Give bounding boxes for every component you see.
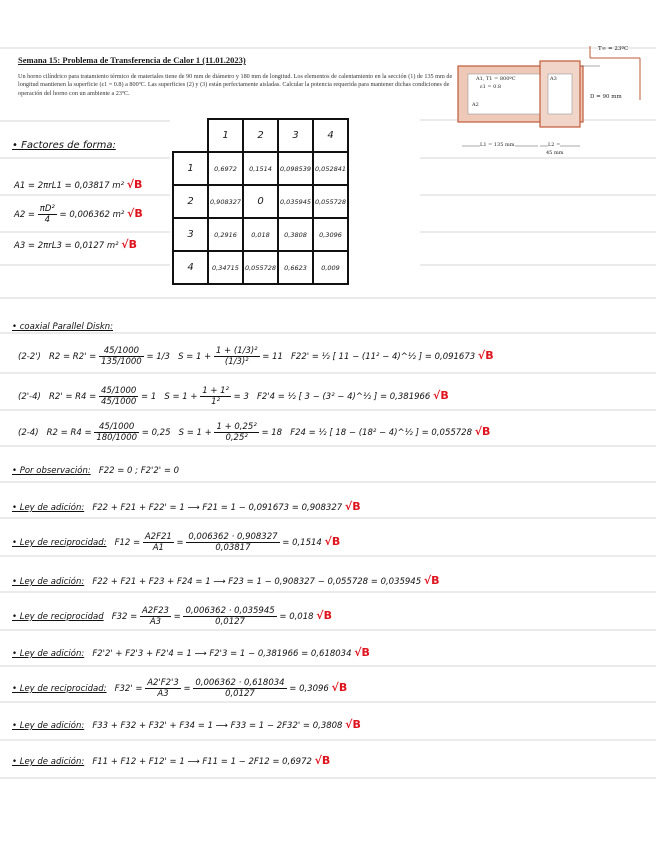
step-mid: = xyxy=(173,612,181,622)
coax-r-frac xyxy=(99,346,144,367)
col-header: 3 xyxy=(278,119,313,152)
coax-s-frac xyxy=(214,422,258,443)
coax-s-lhs: S = 1 + xyxy=(178,428,212,438)
view-factor-matrix xyxy=(172,118,349,285)
a2-lhs: A2 = xyxy=(14,210,36,220)
col-header: 1 xyxy=(208,119,243,152)
step-den: 0,0127 xyxy=(215,617,245,627)
matrix-cell: 0,6972 xyxy=(208,152,243,185)
step-text: F22 + F21 + F22' = 1 ⟶ F21 = 1 − 0,091673 = 0,908327 xyxy=(92,503,343,513)
matrix-cell: 0,018 xyxy=(243,218,278,251)
col-header: 2 xyxy=(243,119,278,152)
coax-r-res: = 1 xyxy=(141,392,157,402)
furnace-diagram xyxy=(450,36,650,166)
check-mark: √B xyxy=(344,500,361,513)
row-header: 2 xyxy=(173,185,208,218)
coax-r-num: 45/1000 xyxy=(99,346,144,357)
l2-label: L2 = xyxy=(548,142,561,148)
coax-r-res: = 1/3 xyxy=(146,352,170,362)
coaxial-heading: • coaxial Parallel Diskn: xyxy=(12,322,114,332)
matrix-cell: 0,34715 xyxy=(208,251,243,284)
coax-r-frac xyxy=(94,422,139,443)
a2-equation xyxy=(14,204,143,225)
coax-tag: (2'-4) xyxy=(18,392,41,402)
step-text: F22 + F21 + F23 + F24 = 1 ⟶ F23 = 1 − 0,908327 − 0,055728 = 0,035945 xyxy=(92,577,422,587)
coax-s-frac xyxy=(200,386,231,407)
step-label: • Ley de adición: xyxy=(12,649,85,659)
l2-value: 45 mm xyxy=(546,150,564,156)
check-mark: √B xyxy=(331,681,348,694)
coax-r: R2' = R4 = xyxy=(48,392,97,402)
coax-s-res: = 18 xyxy=(261,428,283,438)
check-mark: √B xyxy=(127,207,143,220)
coax-r-den: 135/1000 xyxy=(101,357,142,367)
step-frac xyxy=(143,532,174,553)
step-mid: = xyxy=(183,684,191,694)
a3-equation xyxy=(14,238,137,251)
check-mark: √B xyxy=(126,178,143,191)
check-mark: √B xyxy=(423,574,440,587)
coaxial-line-2 xyxy=(18,386,449,407)
coax-s-lhs: S = 1 + xyxy=(164,392,198,402)
a1-equation xyxy=(14,178,142,191)
coax-f: F22' = ½ [ 11 − (11² − 4)^½ ] = 0,091673 xyxy=(291,352,476,362)
coax-s-num: 1 + 0,25² xyxy=(216,422,257,432)
factores-heading: • Factores de forma: xyxy=(12,140,116,151)
step-line xyxy=(12,500,361,513)
matrix-cell: 0,3808 xyxy=(278,218,313,251)
step-den: A3 xyxy=(149,617,162,627)
a2-fraction xyxy=(38,204,57,225)
step-lhs: F12 = xyxy=(114,538,141,548)
observacion-text: F22 = 0 ; F2'2' = 0 xyxy=(98,466,180,476)
matrix-cell: 0,3096 xyxy=(313,218,348,251)
check-mark: √B xyxy=(354,646,370,659)
matrix-cell: 0,035945 xyxy=(278,185,313,218)
matrix-cell: 0,2916 xyxy=(208,218,243,251)
coax-f: F2'4 = ½ [ 3 − (3² − 4)^½ ] = 0,381966 xyxy=(257,392,431,402)
step-lhs: F32 = xyxy=(111,612,138,622)
step-line xyxy=(12,532,340,553)
problem-statement: Un horno cilíndrico para tratamiento térmico de materiales tiene de 90 mm de diámetro y 180 mm de longitud. Los elementos de calentamiento en la sección (1) de 135 mm de longitud mantienen la superficie (ε1 = 0.8) a 800ºC. Las superficies (2) y (3) están perfectamente aisladas. Calcular la potencia requerida para mantener dichas condiciones de operación del horno con un ambiente a 23ºC. xyxy=(18,73,453,97)
step-den: 0,03817 xyxy=(215,543,251,553)
coax-r-num: 45/1000 xyxy=(101,386,137,396)
check-mark: √B xyxy=(324,535,341,548)
coax-f: F24 = ½ [ 18 − (18² − 4)^½ ] = 0,055728 xyxy=(290,428,472,438)
a3-text: A3 = 2πrL3 = 0,0127 m² xyxy=(14,241,119,251)
step-num: A2F21 xyxy=(144,532,172,542)
matrix-cell: 0,6623 xyxy=(278,251,313,284)
matrix-cell: 0,1514 xyxy=(243,152,278,185)
step-label: • Ley de reciprocidad: xyxy=(12,538,107,548)
step-den: A3 xyxy=(157,689,169,699)
observacion-line xyxy=(12,466,179,476)
coax-s-num: 1 + (1/3)² xyxy=(215,346,258,356)
step-label: • Ley de adición: xyxy=(12,721,85,731)
step-mid: = xyxy=(176,538,184,548)
check-mark: √B xyxy=(121,238,138,251)
check-mark: √B xyxy=(345,718,361,731)
row-header: 4 xyxy=(173,251,208,284)
coax-r: R2 = R2' = xyxy=(48,352,97,362)
step-text: F2'2' + F2'3 + F2'4 = 1 ⟶ F2'3 = 1 − 0,381966 = 0,618034 xyxy=(92,649,352,659)
step-lhs: F32' = xyxy=(114,684,143,694)
step-label: • Ley de adición: xyxy=(12,757,85,767)
coax-tag: (2-2') xyxy=(18,352,41,362)
step-num: A2F23 xyxy=(141,606,169,616)
step-text: F11 + F12 + F12' = 1 ⟶ F11 = 1 − 2F12 = 0,6972 xyxy=(92,757,312,767)
coax-r-den: 180/1000 xyxy=(96,433,138,443)
row-header: 3 xyxy=(173,218,208,251)
coax-s-frac xyxy=(214,346,260,367)
step-label: • Ley de adición: xyxy=(12,577,85,587)
coax-r-den: 45/1000 xyxy=(101,397,137,407)
coax-s-den: 1² xyxy=(211,397,220,407)
coax-tag: (2-4) xyxy=(18,428,39,438)
step-frac xyxy=(140,606,171,627)
step-num: 0,006362 · 0,035945 xyxy=(185,606,275,616)
problem-title: Semana 15: Problema de Transferencia de Calor 1 (11.01.2023) xyxy=(18,55,246,65)
matrix-cell: 0,009 xyxy=(313,251,348,284)
step-line xyxy=(12,646,370,659)
coax-r-res: = 0,25 xyxy=(141,428,171,438)
coaxial-line-1 xyxy=(18,346,494,367)
step-frac xyxy=(145,678,181,699)
step-line xyxy=(12,606,332,627)
a1-label: A1, T1 = 800ºC xyxy=(476,76,516,82)
coax-r-num: 45/1000 xyxy=(94,422,139,433)
step-text: F33 + F32 + F32' + F34 = 1 ⟶ F33 = 1 − 2F32' = 0,3808 xyxy=(92,721,343,731)
coaxial-line-3 xyxy=(18,422,490,443)
a2-num: πD² xyxy=(39,204,55,214)
step-label: • Ley de reciprocidad xyxy=(12,612,104,622)
a2-label: A2 xyxy=(472,102,479,108)
check-mark: √B xyxy=(433,389,449,402)
step-frac xyxy=(186,532,279,553)
step-num: 0,006362 · 0,618034 xyxy=(195,678,285,688)
check-mark: √B xyxy=(477,349,494,362)
coax-s-lhs: S = 1 + xyxy=(178,352,212,362)
step-line xyxy=(12,678,347,699)
a3-label: A3 xyxy=(550,76,557,82)
a2-rhs: = 0,006362 m² xyxy=(59,210,125,220)
step-res: = 0,018 xyxy=(279,612,314,622)
step-num: 0,006362 · 0,908327 xyxy=(188,532,278,542)
col-header: 4 xyxy=(313,119,348,152)
matrix-cell: 0,052841 xyxy=(313,152,348,185)
a2-den: 4 xyxy=(44,215,50,225)
coax-r: R2 = R4 = xyxy=(46,428,92,438)
matrix-cell: 0,908327 xyxy=(208,185,243,218)
matrix-cell: 0,098539 xyxy=(278,152,313,185)
eps-label: ε1 = 0.8 xyxy=(480,84,502,90)
coax-r-frac xyxy=(99,386,138,407)
step-den: A1 xyxy=(152,543,164,553)
step-frac xyxy=(183,606,276,627)
step-num: A2'F2'3 xyxy=(147,678,179,688)
coax-s-den: 0,25² xyxy=(225,433,248,443)
observacion-label: • Por observación: xyxy=(12,466,91,476)
step-res: = 0,3096 xyxy=(289,684,329,694)
step-label: • Ley de reciprocidad: xyxy=(12,684,107,694)
check-mark: √B xyxy=(314,754,331,767)
step-line xyxy=(12,718,361,731)
d-label: D = 90 mm xyxy=(590,94,622,100)
t-inf-label: T∞ = 23ºC xyxy=(598,46,629,52)
check-mark: √B xyxy=(316,609,332,622)
row-header: 1 xyxy=(173,152,208,185)
step-den: 0,0127 xyxy=(225,689,255,699)
coax-s-res: = 11 xyxy=(262,352,283,362)
step-res: = 0,1514 xyxy=(282,538,322,548)
step-label: • Ley de adición: xyxy=(12,503,85,513)
matrix-cell: 0,055728 xyxy=(243,251,278,284)
step-line xyxy=(12,574,440,587)
matrix-cell: 0 xyxy=(243,185,278,218)
check-mark: √B xyxy=(474,425,491,438)
a1-text: A1 = 2πrL1 = 0,03817 m² xyxy=(14,181,124,191)
l1-label: L1 = 135 mm xyxy=(480,142,515,148)
step-line xyxy=(12,754,330,767)
coax-s-num: 1 + 1² xyxy=(202,386,229,396)
coax-s-den: (1/3)² xyxy=(224,357,249,367)
matrix-cell: 0,055728 xyxy=(313,185,348,218)
coax-s-res: = 3 xyxy=(233,392,249,402)
step-frac xyxy=(193,678,286,699)
